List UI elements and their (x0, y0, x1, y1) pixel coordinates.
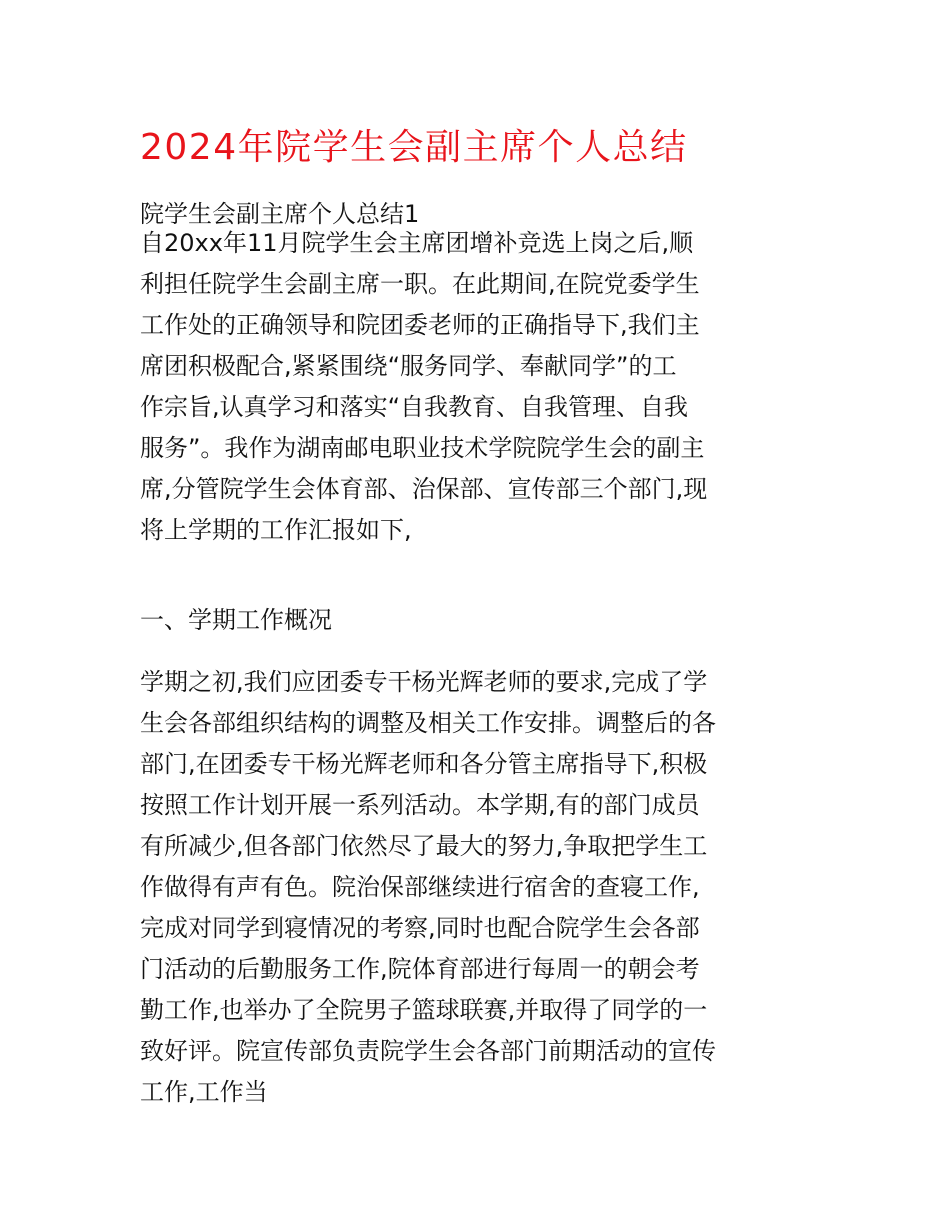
paragraph-line: 自20xx年11月院学生会主席团增补竞选上岗之后,顺 (140, 229, 694, 257)
paragraph-line: 勤工作,也举办了全院男子篮球联赛,并取得了同学的一 (140, 996, 708, 1024)
section-heading: 一、学期工作概况 (140, 606, 332, 634)
document-title: 2024年院学生会副主席个人总结 (140, 127, 688, 168)
paragraph-line: 席团积极配合,紧紧围绕“服务同学、奉献同学”的工 (140, 352, 677, 380)
paragraph-line: 席,分管院学生会体育部、治保部、宣传部三个部门,现 (140, 475, 708, 503)
paragraph-line: 工作处的正确领导和院团委老师的正确指导下,我们主 (140, 311, 700, 339)
paragraph-line: 部门,在团委专干杨光辉老师和各分管主席指导下,积极 (140, 750, 708, 778)
paragraph-line: 利担任院学生会副主席一职。在此期间,在院党委学生 (140, 270, 700, 298)
paragraph-line: 作做得有声有色。院治保部继续进行宿舍的查寝工作, (140, 873, 700, 901)
document-subtitle: 院学生会副主席个人总结1 (140, 200, 420, 228)
paragraph-line: 生会各部组织结构的调整及相关工作安排。调整后的各 (140, 709, 716, 737)
paragraph-overview (140, 662, 820, 1113)
paragraph-line: 致好评。院宣传部负责院学生会各部门前期活动的宣传 (140, 1037, 716, 1065)
paragraph-line: 门活动的后勤服务工作,院体育部进行每周一的朝会考 (140, 955, 700, 983)
paragraph-line: 作宗旨,认真学习和落实“自我教育、自我管理、自我 (140, 393, 689, 421)
paragraph-line: 按照工作计划开展一系列活动。本学期,有的部门成员 (140, 791, 700, 819)
paragraph-line: 将上学期的工作汇报如下, (140, 516, 412, 544)
paragraph-intro (140, 223, 820, 551)
paragraph-line: 完成对同学到寝情况的考察,同时也配合院学生会各部 (140, 914, 700, 942)
paragraph-line: 学期之初,我们应团委专干杨光辉老师的要求,完成了学 (140, 668, 708, 696)
paragraph-line: 有所减少,但各部门依然尽了最大的努力,争取把学生工 (140, 832, 708, 860)
paragraph-line: 工作,工作当 (140, 1078, 268, 1106)
paragraph-line: 服务”。我作为湖南邮电职业技术学院院学生会的副主 (140, 434, 705, 462)
